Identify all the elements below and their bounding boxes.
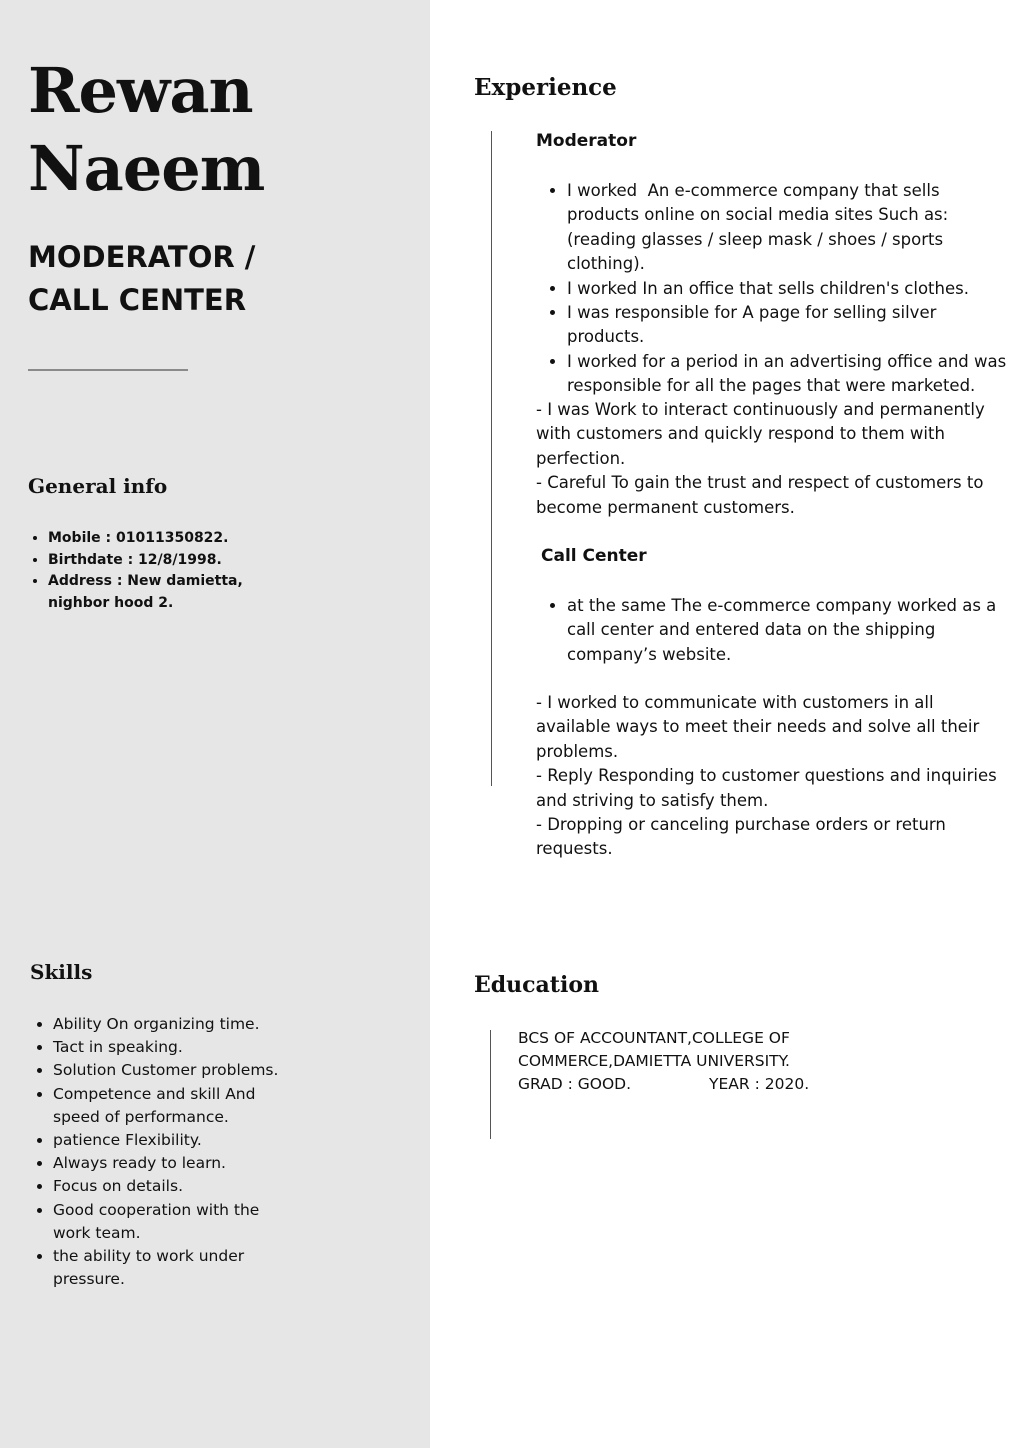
skill-item: • the ability to work under pressure. xyxy=(53,1245,293,1291)
education-degree-line-1: BCS OF ACCOUNTANT,COLLEGE OF xyxy=(518,1029,790,1047)
role-title-moderator: Moderator xyxy=(536,131,637,151)
experience-bullet: • I worked for a period in an advertising office and was responsible for all the pages that were marketed. xyxy=(567,350,1007,399)
info-mobile: • Mobile : 01011350822. xyxy=(48,528,278,550)
last-name: Naeem xyxy=(28,132,265,205)
skill-item: • Good cooperation with the work team. xyxy=(53,1199,293,1245)
education-heading: Education xyxy=(474,972,599,998)
general-info-list xyxy=(28,528,278,614)
skill-item: • Ability On organizing time. xyxy=(53,1013,293,1036)
sidebar xyxy=(0,0,430,1448)
education-entry xyxy=(518,1027,848,1097)
skill-item: • patience Flexibility. xyxy=(53,1129,293,1152)
experience-bullet: • at the same The e-commerce company worked as a call center and entered data on the shipping company’s website. xyxy=(567,594,1007,667)
experience-note: - Dropping or canceling purchase orders or return requests. xyxy=(536,815,946,859)
experience-note: - I was Work to interact continuously and permanently with customers and quickly respond to them with perfection. xyxy=(536,400,985,468)
experience-note: - Careful To gain the trust and respect of customers to become permanent customers. xyxy=(536,473,984,517)
education-divider-line xyxy=(490,1030,491,1139)
skill-item: • Focus on details. xyxy=(53,1175,293,1198)
education-year: YEAR : 2020. xyxy=(709,1075,810,1094)
job-title-line-2: CALL CENTER xyxy=(28,283,247,317)
full-name xyxy=(28,52,264,208)
skill-item: • Competence and skill And speed of performance. xyxy=(53,1083,293,1129)
education-grade: GRAD : GOOD. xyxy=(518,1075,632,1094)
experience-bullet: • I was responsible for A page for selling silver products. xyxy=(567,301,1007,350)
info-birthdate: • Birthdate : 12/8/1998. xyxy=(48,550,278,572)
education-grade-row xyxy=(518,1073,848,1096)
skills-heading: Skills xyxy=(30,960,93,984)
experience-note: - I worked to communicate with customers in all available ways to meet their needs and solve all their problems. xyxy=(536,693,980,761)
name-divider xyxy=(28,369,188,371)
call-center-notes xyxy=(536,691,1006,862)
moderator-notes xyxy=(536,398,1006,520)
job-title xyxy=(28,236,255,322)
education-degree-line-2: COMMERCE,DAMIETTA UNIVERSITY. xyxy=(518,1052,790,1071)
general-info-heading: General info xyxy=(28,474,168,498)
moderator-bullet-list xyxy=(547,179,1007,399)
experience-heading: Experience xyxy=(474,74,617,101)
skill-item: • Tact in speaking. xyxy=(53,1036,293,1059)
skill-item: • Solution Customer problems. xyxy=(53,1059,293,1082)
info-address: • Address : New damietta, nighbor hood 2. xyxy=(48,571,278,614)
experience-bullet: • I worked In an office that sells children's clothes. xyxy=(567,277,1007,301)
experience-bullet: • I worked An e-commerce company that sells products online on social media sites Such as: (reading glasses / sleep mask / shoes / sports clothing). xyxy=(567,179,1007,277)
skills-list xyxy=(33,1013,293,1291)
experience-note: - Reply Responding to customer questions and inquiries and striving to satisfy them. xyxy=(536,766,997,810)
role-title-call-center: Call Center xyxy=(541,546,647,566)
skill-item: • Always ready to learn. xyxy=(53,1152,293,1175)
experience-divider-line xyxy=(491,131,492,786)
job-title-line-1: MODERATOR / xyxy=(28,240,256,274)
first-name: Rewan xyxy=(28,54,253,127)
call-center-bullet-list xyxy=(547,594,1007,667)
